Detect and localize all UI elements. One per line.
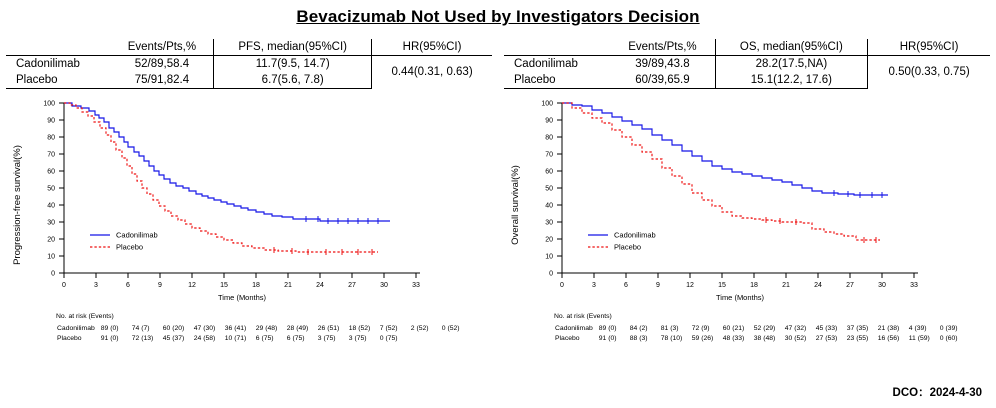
svg-text:50: 50 — [47, 185, 55, 193]
svg-text:27: 27 — [846, 282, 854, 289]
svg-text:0: 0 — [62, 282, 66, 289]
risk-cell: 84 (2) — [629, 324, 648, 332]
risk-cell: 21 (38) — [877, 324, 900, 332]
arm-label: Cadonilimab — [6, 56, 111, 73]
censor-marks-placebo-os — [766, 217, 876, 243]
risk-cell: 0 (39) — [939, 324, 958, 332]
svg-text:30: 30 — [545, 219, 553, 227]
legend-label-cadonilimab: Cadonilimab — [116, 230, 158, 240]
risk-cell: 38 (48) — [753, 335, 776, 343]
svg-text:40: 40 — [545, 202, 553, 210]
svg-text:70: 70 — [47, 151, 55, 159]
dco-label: DCO：2024-4-30 — [892, 387, 982, 399]
arm-label: Placebo — [504, 72, 610, 89]
page-title: Bevacizumab Not Used by Investigators Decision — [296, 7, 700, 26]
svg-text:18: 18 — [750, 282, 758, 289]
risk-cell: 47 (30) — [193, 324, 216, 332]
risk-cell: 10 (71) — [224, 335, 247, 343]
risk-cell: 60 (21) — [722, 324, 745, 332]
risk-cell: 0 (60) — [939, 335, 958, 343]
risk-cell: 74 (7) — [131, 324, 150, 332]
svg-text:90: 90 — [545, 117, 553, 125]
median-value: 6.7(5.6, 7.8) — [214, 72, 372, 89]
legend-os — [588, 231, 656, 252]
table-row — [504, 56, 990, 73]
table-row — [6, 56, 492, 73]
panels-container — [0, 27, 996, 345]
svg-text:70: 70 — [545, 151, 553, 159]
svg-text:0: 0 — [560, 282, 564, 289]
svg-text:9: 9 — [158, 282, 162, 289]
risk-cell: 36 (41) — [224, 324, 247, 332]
risk-cell: 0 (52) — [441, 324, 460, 332]
risk-cell: 0 (75) — [379, 335, 398, 343]
risk-cell: 27 (53) — [815, 335, 838, 343]
risk-cell: 91 (0) — [100, 335, 119, 343]
svg-text:33: 33 — [910, 282, 918, 289]
median-value: 28.2(17.5,NA) — [715, 56, 868, 73]
risk-row-cadonilimab — [56, 324, 472, 335]
col-header-arm — [6, 39, 111, 56]
series-placebo-os — [562, 103, 880, 240]
y-ticks — [43, 101, 64, 278]
risk-cell: 6 (75) — [255, 335, 274, 343]
svg-text:3: 3 — [592, 282, 596, 289]
risk-cell — [410, 334, 441, 345]
risk-cell: 16 (56) — [877, 335, 900, 343]
km-plot-os — [504, 95, 990, 310]
risk-cell: 89 (0) — [100, 324, 119, 332]
panel-os — [498, 27, 996, 345]
summary-table-os — [504, 39, 990, 89]
risk-cell: 91 (0) — [598, 335, 617, 343]
col-header-hr: HR(95%CI) — [868, 39, 990, 56]
svg-text:10: 10 — [47, 253, 55, 261]
risk-row-label: Cadonilimab — [555, 324, 593, 332]
risk-cell: 3 (75) — [317, 335, 336, 343]
risk-row-label: Cadonilimab — [57, 324, 95, 332]
hr-value: 0.44(0.31, 0.63) — [372, 56, 492, 89]
x-axis-label: Time (Months) — [715, 293, 765, 302]
svg-text:24: 24 — [814, 282, 822, 289]
svg-text:15: 15 — [220, 282, 228, 289]
risk-row-label: Placebo — [555, 335, 580, 343]
svg-text:24: 24 — [316, 282, 324, 289]
risk-cell: 11 (59) — [908, 335, 930, 343]
legend-label-cadonilimab: Cadonilimab — [614, 230, 656, 240]
series-placebo-pfs — [64, 103, 378, 252]
arm-label: Placebo — [6, 72, 111, 89]
svg-text:12: 12 — [188, 282, 196, 289]
risk-cell: 24 (58) — [193, 335, 216, 343]
svg-text:3: 3 — [94, 282, 98, 289]
series-cadonilimab-pfs — [64, 103, 390, 221]
svg-text:100: 100 — [541, 100, 553, 108]
risk-row-placebo — [56, 334, 472, 345]
risk-cell: 72 (9) — [691, 324, 710, 332]
svg-text:27: 27 — [348, 282, 356, 289]
risk-table-pfs — [6, 312, 492, 345]
risk-cell: 18 (52) — [348, 324, 371, 332]
svg-text:30: 30 — [878, 282, 886, 289]
risk-cell: 23 (55) — [846, 335, 869, 343]
hr-value: 0.50(0.33, 0.75) — [868, 56, 990, 89]
risk-cell: 89 (0) — [598, 324, 617, 332]
svg-text:100: 100 — [43, 100, 55, 108]
risk-cell: 2 (52) — [410, 324, 429, 332]
risk-cell: 37 (35) — [846, 324, 869, 332]
svg-text:30: 30 — [380, 282, 388, 289]
risk-cell: 72 (13) — [131, 335, 154, 343]
svg-text:80: 80 — [545, 134, 553, 142]
svg-text:33: 33 — [412, 282, 420, 289]
col-header-hr: HR(95%CI) — [372, 39, 492, 56]
risk-cell: 30 (52) — [784, 335, 807, 343]
col-header-median: OS, median(95%CI) — [715, 39, 868, 56]
svg-text:21: 21 — [284, 282, 292, 289]
svg-text:0: 0 — [51, 270, 55, 278]
x-ticks — [62, 273, 420, 289]
risk-cell: 48 (33) — [722, 335, 745, 343]
risk-row-label: Placebo — [57, 335, 82, 343]
svg-text:6: 6 — [624, 282, 628, 289]
risk-cell: 78 (10) — [660, 335, 683, 343]
col-header-arm — [504, 39, 610, 56]
risk-cell: 45 (37) — [162, 335, 185, 343]
risk-cell: 28 (49) — [286, 324, 309, 332]
y-ticks — [541, 101, 562, 278]
y-axis-label: Overall survival(%) — [510, 165, 521, 245]
svg-text:80: 80 — [47, 134, 55, 142]
risk-cell: 59 (26) — [691, 335, 714, 343]
legend-label-placebo: Placebo — [116, 242, 144, 252]
series-cadonilimab-os — [562, 103, 888, 195]
svg-text:60: 60 — [47, 168, 55, 176]
risk-cell: 26 (51) — [317, 324, 340, 332]
svg-text:60: 60 — [545, 168, 553, 176]
risk-row-cadonilimab — [554, 324, 970, 335]
km-plot-pfs — [6, 95, 492, 310]
svg-text:20: 20 — [47, 236, 55, 244]
svg-text:30: 30 — [47, 219, 55, 227]
risk-cell: 47 (32) — [784, 324, 807, 332]
legend-label-placebo: Placebo — [614, 242, 642, 252]
risk-cell: 60 (20) — [162, 324, 185, 332]
svg-text:90: 90 — [47, 117, 55, 125]
risk-cell: 88 (3) — [629, 335, 648, 343]
svg-text:40: 40 — [47, 202, 55, 210]
x-axis-label: Time (Months) — [217, 293, 267, 302]
risk-cell: 52 (29) — [753, 324, 776, 332]
risk-cell: 81 (3) — [660, 324, 679, 332]
col-header-events: Events/Pts,% — [610, 39, 715, 56]
col-header-events: Events/Pts,% — [111, 39, 214, 56]
svg-text:18: 18 — [252, 282, 260, 289]
svg-text:12: 12 — [686, 282, 694, 289]
svg-text:9: 9 — [656, 282, 660, 289]
svg-text:21: 21 — [782, 282, 790, 289]
risk-cell — [441, 334, 472, 345]
risk-cell: 45 (33) — [815, 324, 838, 332]
events-value: 75/91,82.4 — [111, 72, 214, 89]
svg-text:20: 20 — [545, 236, 553, 244]
censor-marks-cadonilimab-pfs — [306, 216, 378, 224]
svg-text:15: 15 — [718, 282, 726, 289]
risk-table-os — [504, 312, 990, 345]
svg-text:50: 50 — [545, 185, 553, 193]
censor-marks-placebo-pfs — [274, 247, 372, 255]
events-value: 39/89,43.8 — [610, 56, 715, 73]
arm-label: Cadonilimab — [504, 56, 610, 73]
x-ticks — [560, 273, 918, 289]
km-svg-pfs — [6, 95, 492, 310]
risk-cell: 4 (39) — [908, 324, 927, 332]
panel-pfs — [0, 27, 498, 345]
risk-row-placebo — [554, 334, 970, 345]
km-svg-os — [504, 95, 990, 310]
events-value: 60/39,65.9 — [610, 72, 715, 89]
y-axis-label: Progression-free survival(%) — [12, 145, 23, 265]
svg-text:0: 0 — [549, 270, 553, 278]
svg-text:10: 10 — [545, 253, 553, 261]
median-value: 15.1(12.2, 17.6) — [715, 72, 868, 89]
summary-table-pfs — [6, 39, 492, 89]
col-header-median: PFS, median(95%CI) — [214, 39, 372, 56]
risk-table-label: No. at risk (Events) — [56, 313, 114, 320]
risk-cell: 3 (75) — [348, 335, 367, 343]
events-value: 52/89,58.4 — [111, 56, 214, 73]
svg-text:6: 6 — [126, 282, 130, 289]
risk-cell: 29 (48) — [255, 324, 278, 332]
risk-cell: 6 (75) — [286, 335, 305, 343]
risk-table-label: No. at risk (Events) — [554, 313, 612, 320]
legend-pfs — [90, 231, 158, 252]
risk-cell: 7 (52) — [379, 324, 398, 332]
median-value: 11.7(9.5, 14.7) — [214, 56, 372, 73]
